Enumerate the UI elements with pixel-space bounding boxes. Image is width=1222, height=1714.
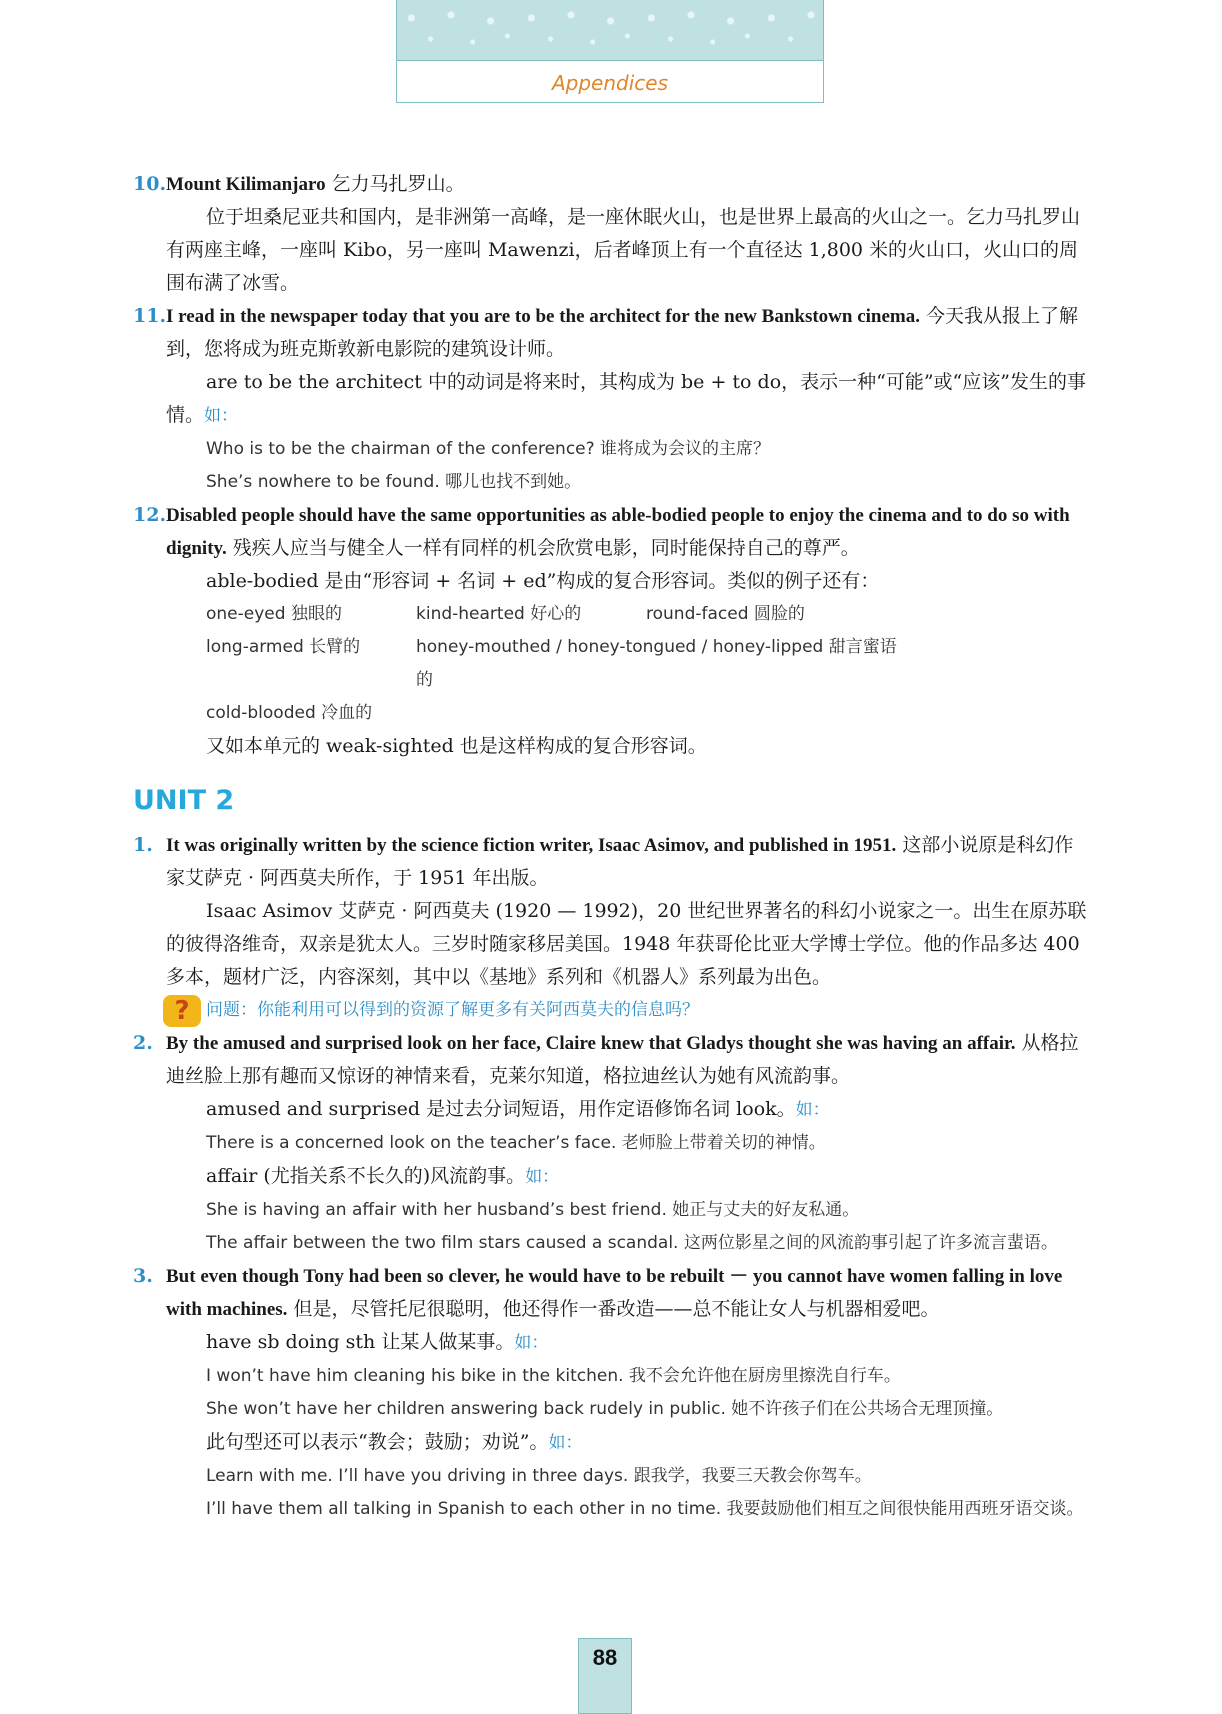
item-title-cn: 乞力马扎罗山。: [325, 173, 465, 195]
example-marker: 如：: [548, 1433, 583, 1453]
note-item-11: [133, 300, 1089, 366]
note-item-12: [133, 499, 1089, 565]
example-sentence: There is a concerned look on the teacher’s face. 老师脸上带着关切的神情。: [206, 1133, 826, 1153]
item-explanation: [133, 1326, 1089, 1360]
example-sentence: Who is to be the chairman of the conference? 谁将成为会议的主席？: [206, 439, 771, 459]
question-mark-icon: ?: [163, 995, 201, 1027]
example-sentence: Learn with me. I’ll have you driving in three days. 跟我学，我要三天教会你驾车。: [206, 1466, 872, 1486]
word-entry: honey-mouthed / honey-tongued / honey-lipped 甜言蜜语的: [416, 637, 897, 690]
example-marker: 如：: [795, 1100, 830, 1120]
item-number: 12.: [133, 504, 167, 526]
example-sentence: The affair between the two film stars caused a scandal. 这两位影星之间的风流韵事引起了许多流言蜚语。: [206, 1233, 1058, 1253]
note-item-1: [133, 829, 1089, 895]
example-sentence: She is having an affair with her husband’s best friend. 她正与丈夫的好友私通。: [206, 1200, 860, 1220]
example-sentence: I’ll have them all talking in Spanish to each other in no time. 我要鼓励他们相互之间很快能用西班牙语交谈。: [206, 1499, 1084, 1519]
item-explanation: Isaac Asimov 艾萨克 · 阿西莫夫 (1920 — 1992)，20 世纪世界著名的科幻小说家之一。出生在原苏联的彼得洛维奇，双亲是犹太人。三岁时随家移居美国。1948 年获哥伦比亚大学博士学位。他的作品多达 400 多本，题材广泛，内容深刻，其中以《基地》系列和《机器人》系列最为出色。: [166, 900, 1087, 988]
item-explanation: [133, 1093, 1089, 1127]
explanation-text: are to be the architect 中的动词是将来时，其构成为 be + to do，表示一种“可能”或“应该”发生的事情。: [166, 371, 1086, 426]
item-sentence-cn: 残疾人应当与健全人一样有同样的机会欣赏电影，同时能保持自己的尊严。: [226, 537, 860, 559]
example-marker: 如：: [204, 406, 239, 426]
question-text: 问题：你能利用可以得到的资源了解更多有关阿西莫夫的信息吗？: [206, 1000, 699, 1020]
item-title-en: Mount Kilimanjaro: [166, 174, 326, 195]
discussion-question: [133, 994, 1089, 1027]
example-marker: 如：: [514, 1333, 549, 1353]
item-explanation: 位于坦桑尼亚共和国内，是非洲第一高峰，是一座休眠火山，也是世界上最高的火山之一。乞力马扎罗山有两座主峰，一座叫 Kibo，另一座叫 Mawenzi，后者峰顶上有一个直径达 1,800 米的火山口，火山口的周围布满了冰雪。: [166, 206, 1081, 294]
item-sentence-en: But even though Tony had been so clever, he would have to be rebuilt － you cannot have women falling in love with machines.: [166, 1266, 1063, 1320]
item-number: 11.: [133, 305, 167, 327]
example-sentence: She won’t have her children answering back rudely in public. 她不许孩子们在公共场合无理顶撞。: [206, 1399, 1004, 1419]
explanation-text: affair (尤指关系不长久的)风流韵事。: [206, 1165, 526, 1187]
item-sentence-en: By the amused and surprised look on her face, Claire knew that Gladys thought she was having an affair.: [166, 1033, 1016, 1054]
example-sentence: She’s nowhere to be found. 哪儿也找不到她。: [206, 472, 582, 492]
word-entry: long-armed 长臂的: [206, 637, 361, 657]
item-number: 3.: [133, 1265, 153, 1287]
item-explanation: [133, 1426, 1089, 1460]
note-item-3: [133, 1260, 1089, 1326]
note-item-10: [133, 168, 1089, 201]
word-entry: one-eyed 独眼的: [206, 604, 342, 624]
word-entry: round-faced 圆脸的: [646, 604, 805, 624]
item-number: 10.: [133, 173, 167, 195]
explanation-text: 此句型还可以表示“教会；鼓励；劝说”。: [206, 1431, 549, 1453]
item-explanation: [133, 366, 1089, 433]
page-content: [133, 168, 1089, 1526]
item-sentence-en: I read in the newspaper today that you are to be the architect for the new Bankstown cinema.: [166, 306, 920, 327]
word-entry: kind-hearted 好心的: [416, 604, 582, 624]
item-sentence-en: It was originally written by the science fiction writer, Isaac Asimov, and published in 1951.: [166, 835, 897, 856]
example-sentence: I won’t have him cleaning his bike in the kitchen. 我不会允许他在厨房里擦洗自行车。: [206, 1366, 901, 1386]
word-entry: cold-blooded 冷血的: [206, 703, 373, 723]
item-sentence-cn: 从格拉迪丝脸上那有趣而又惊讶的神情来看，克莱尔知道，格拉迪丝认为她有风流韵事。: [166, 1032, 1079, 1087]
page-number: 88: [578, 1638, 632, 1714]
item-sentence-cn: 今天我从报上了解到，您将成为班克斯敦新电影院的建筑设计师。: [166, 305, 1079, 360]
item-explanation: able-bodied 是由“形容词 + 名词 + ed”构成的复合形容词。类似的例子还有：: [206, 570, 880, 592]
item-explanation: [133, 1160, 1089, 1194]
unit-heading: UNIT 2: [133, 785, 235, 816]
explanation-text: have sb doing sth 让某人做某事。: [206, 1331, 515, 1353]
item-sentence-en: Disabled people should have the same opportunities as able-bodied people to enjoy the cinema and to do so with dignity.: [166, 505, 1070, 559]
explanation-text: amused and surprised 是过去分词短语，用作定语修饰名词 look。: [206, 1098, 796, 1120]
item-sentence-cn: 这部小说原是科幻作家艾萨克 · 阿西莫夫所作，于 1951 年出版。: [166, 834, 1074, 889]
note-item-2: [133, 1027, 1089, 1093]
header-banner: [396, 0, 824, 103]
header-pattern: [397, 0, 823, 61]
item-note: 又如本单元的 weak-sighted 也是这样构成的复合形容词。: [206, 735, 707, 757]
item-number: 2.: [133, 1032, 153, 1054]
compound-adjective-list: [133, 598, 1089, 730]
example-marker: 如：: [525, 1167, 560, 1187]
item-sentence-cn: 但是，尽管托尼很聪明，他还得作一番改造——总不能让女人与机器相爱吧。: [287, 1298, 940, 1320]
section-title: Appendices: [551, 71, 669, 95]
item-number: 1.: [133, 834, 153, 856]
